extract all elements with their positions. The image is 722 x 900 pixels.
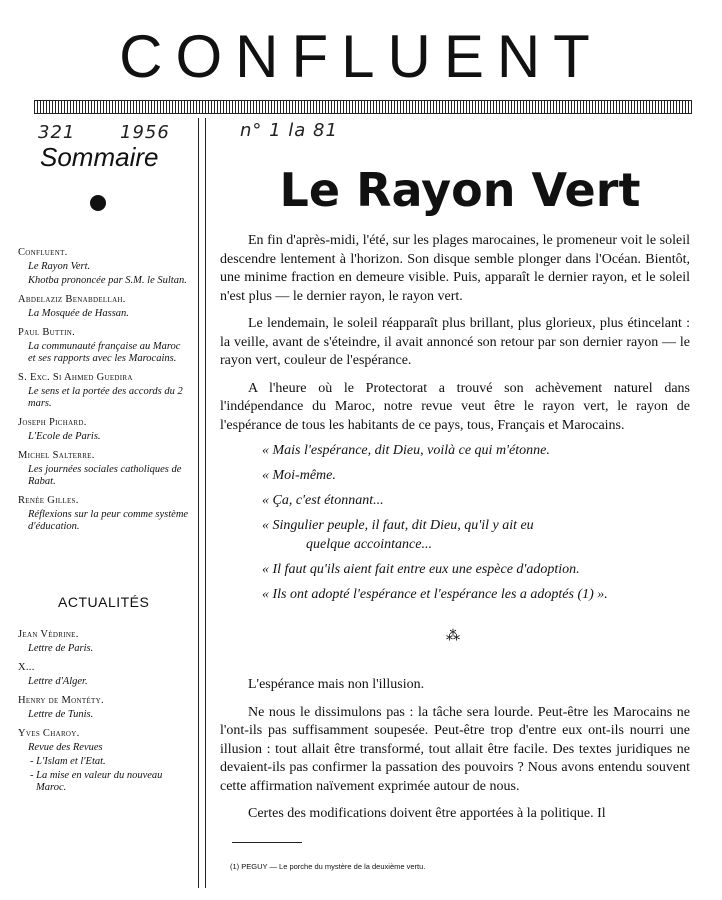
column-divider-right [205, 118, 206, 888]
article-paragraph: A l'heure où le Protectorat a trouvé son achèvement naturel dans l'indépendance du Maroc, notre revue veut être le rayon vert, le rayon de l'espérance de tous les habitants de ce pays, tous, Français et Marocains. [220, 380, 690, 433]
handwritten-year: 1956 [120, 122, 170, 143]
quote-line: « Il faut qu'ils aient fait entre eux une espèce d'adoption. [262, 562, 580, 577]
toc-author: Joseph Pichard. [18, 417, 87, 428]
footnote-rule [232, 842, 302, 843]
article-paragraph: Certes des modifications doivent être apportées à la politique. Il [248, 806, 606, 821]
toc-item: Le sens et la portée des accords du 2 mars. [28, 386, 183, 409]
bullet-dot [90, 195, 106, 211]
toc-author: Henry de Montéty. [18, 695, 104, 706]
quote-line: « Mais l'espérance, dit Dieu, voilà ce qui m'étonne. [262, 443, 550, 458]
toc-item: Khotba prononcée par S.M. le Sultan. [28, 275, 187, 286]
sommaire-list [18, 240, 190, 533]
toc-item: Lettre de Paris. [28, 643, 94, 654]
toc-item: Le Rayon Vert. [28, 261, 91, 272]
toc-item: La Mosquée de Hassan. [28, 308, 129, 319]
toc-author: Michel Salterre. [18, 450, 95, 461]
handwritten-number: 321 [38, 122, 76, 143]
quote-line: « Ils ont adopté l'espérance et l'espérance les a adoptés (1) ». [262, 587, 608, 602]
toc-subitem: - La mise en valeur du nouveau Maroc. [30, 770, 163, 793]
actualites-list [18, 622, 190, 794]
masthead-rule [34, 100, 692, 114]
toc-subitem: - L'Islam et l'Etat. [30, 756, 106, 767]
article-body-top [220, 232, 690, 444]
toc-author: Confluent. [18, 247, 68, 258]
article-paragraph: Ne nous le dissimulons pas : la tâche sera lourde. Peut-être les Marocains ne l'ont-ils pas suffisamment soupesée. Peut-être trop d'entre eux ont-ils nourri une illusion : tout allait être transformé, tout allait être facile. Des textes juridiques ne devaient-ils pas confirmer la passation des pouvoirs ? Nous avons entendu souvent cette affirmation naïvement exprimée autour de nous. [220, 704, 690, 794]
toc-author: Yves Charoy. [18, 728, 80, 739]
quote-line: « Moi-même. [262, 468, 336, 483]
toc-item: L'Ecole de Paris. [28, 431, 101, 442]
article-paragraph: Le lendemain, le soleil réapparaît plus brillant, plus glorieux, plus étincelant : la veille, avant de s'éteindre, il avait annoncé son retour par son dernier rayon — le rayon vert, couleur de l'espérance. [220, 316, 690, 368]
toc-item: La communauté française au Maroc et ses rapports avec les Marocains. [28, 341, 181, 364]
toc-item: Revue des Revues [28, 742, 103, 753]
toc-author: S. Exc. Si Ahmed Guedira [18, 372, 133, 383]
column-divider-left [198, 118, 199, 888]
toc-author: X... [18, 662, 35, 673]
quote-line: quelque accointance... [306, 537, 432, 552]
quote-line: « Ça, c'est étonnant... [262, 493, 384, 508]
article-quotes [262, 442, 692, 611]
toc-item: Les journées sociales catholiques de Rabat. [28, 464, 182, 487]
asterism-separator: ⁂ [446, 629, 460, 644]
actualites-heading: ACTUALITÉS [58, 594, 150, 610]
quote-line: « Singulier peuple, il faut, dit Dieu, qu'il y ait eu [262, 518, 534, 533]
toc-author: Paul Buttin. [18, 327, 76, 338]
handwritten-note: n° 1 la 81 [240, 120, 338, 141]
article-paragraph: En fin d'après-midi, l'été, sur les plages marocaines, le promeneur voit le soleil descendre lentement à l'horizon. Son disque semble plonger dans l'Océan. Bientôt, une minime fraction en demeure visible. Puis, apparaît le dernier rayon, et le soleil n'est plus — le dernier rayon, le rayon vert. [220, 233, 690, 304]
toc-item: Lettre de Tunis. [28, 709, 94, 720]
masthead-title: CONFLUENT [119, 23, 603, 90]
toc-author: Jean Védrine. [18, 629, 79, 640]
sommaire-heading: Sommaire [40, 142, 159, 172]
article-title: Le Rayon Vert [279, 163, 641, 217]
article-body-bottom [220, 676, 690, 833]
toc-item: Lettre d'Alger. [28, 676, 88, 687]
toc-author: Renée Gilles. [18, 495, 79, 506]
toc-item: Réflexions sur la peur comme système d'éducation. [28, 509, 189, 532]
article-paragraph: L'espérance mais non l'illusion. [248, 677, 425, 692]
footnote: (1) PEGUY — Le porche du mystère de la deuxième vertu. [230, 862, 426, 871]
toc-author: Abdelaziz Benabdellah. [18, 294, 126, 305]
